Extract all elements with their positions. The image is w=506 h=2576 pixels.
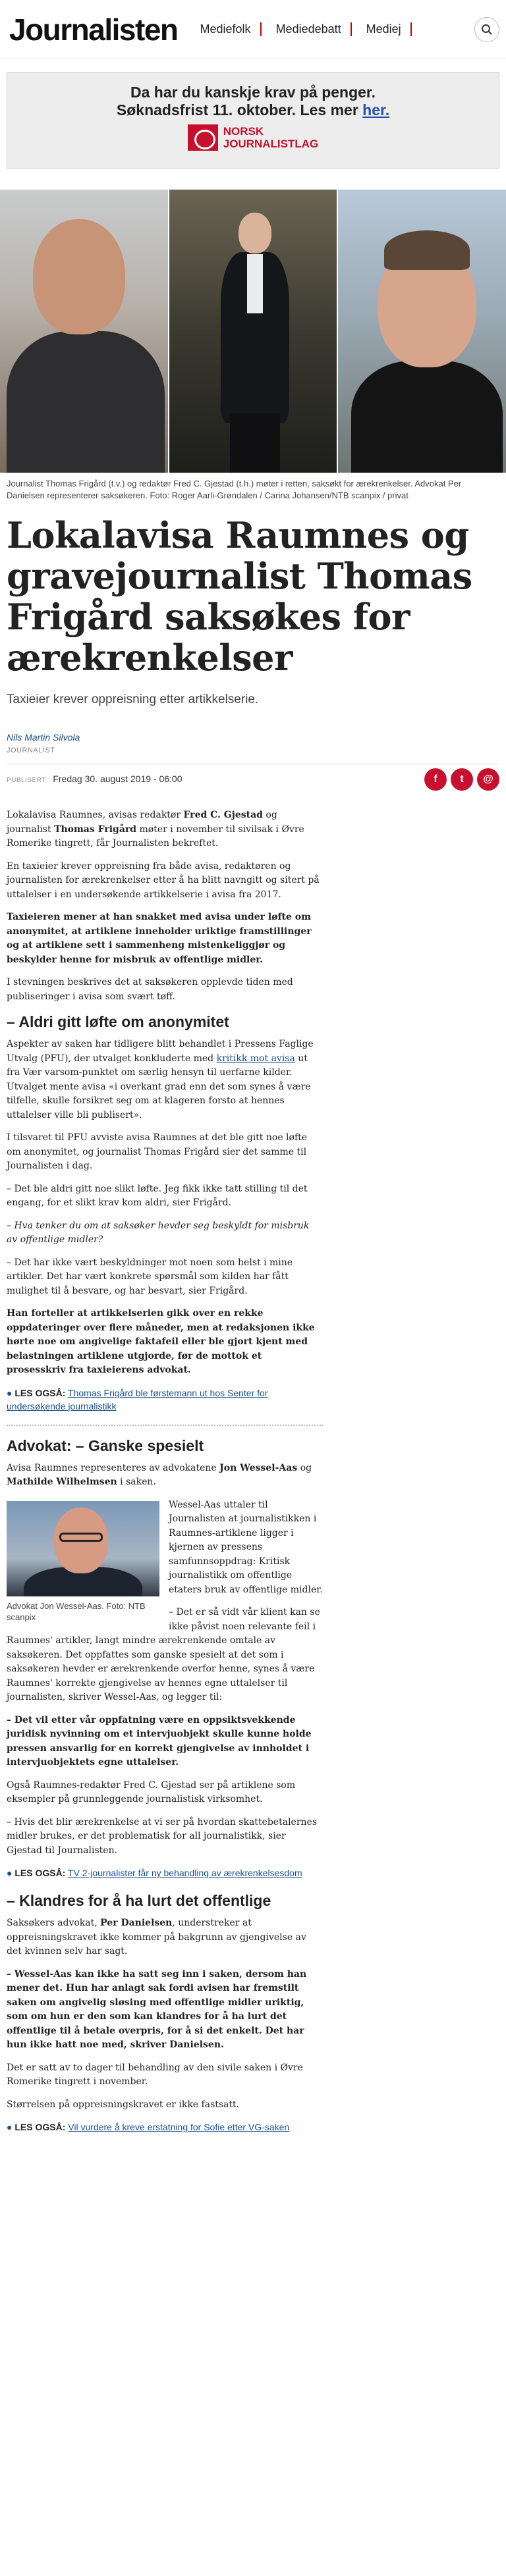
photo-fred-gjestad <box>169 190 337 473</box>
read-also: ● LES OGSÅ: TV 2-journalister får ny behandling av ærekrenkelsesdom <box>7 1868 302 1878</box>
site-logo[interactable]: Journalisten <box>9 12 178 47</box>
divider <box>7 1425 323 1426</box>
paragraph: – Det har ikke vært beskyldninger mot noen som helst i mine artikler. Det har vært konkrete spørsmål som kilden har fått mulighet til å besvare, og har besvart, sier Frigård. <box>7 1257 293 1296</box>
paragraph: Det er satt av to dager til behandling av den sivile saken i Øvre Romerike tingrett i november. <box>7 2062 303 2087</box>
njf-logo <box>188 124 319 151</box>
paragraph: – Det vil etter vår oppfatning være en oppsiktsvekkende juridisk nyvinning om et intervjuobjekt skulle kunne holde pressen ansvarlig for en korrekt gjengivelse av innholdet i intervjuobjektets egne uttalelser. <box>7 1714 312 1768</box>
paragraph: Også Raumnes-redaktør Fred C. Gjestad ser på artiklene som eksempler på grunnleggende journalistisk virksomhet. <box>7 1779 296 1804</box>
ad-subline <box>7 101 499 119</box>
read-also: ● LES OGSÅ: Thomas Frigård ble førstemann ut hos Senter for undersøkende journalistikk <box>7 1387 268 1411</box>
read-also-link[interactable]: TV 2-journalister får ny behandling av ærekrenkelsesdom <box>68 1868 302 1878</box>
paragraph: – Det ble aldri gitt noe slikt løfte. Jeg fikk ikke tatt stilling til det engang, for et slikt krav kom aldri, sier Frigård. <box>7 1183 308 1208</box>
published-date: Fredag 30. august 2019 - 06:00 <box>53 773 183 784</box>
site-header <box>0 0 506 59</box>
article-lede: Taxieier krever oppreisning etter artikkelserie. <box>7 693 259 706</box>
bullet-icon: ● <box>7 1868 15 1878</box>
njf-logo-line1: NORSK <box>223 125 264 138</box>
paragraph: – Hvis det blir ærekrenkelse at vi ser på hvordan skattebetalernes midler brukes, er det problematisk for all journalistikk, sier Gjestad til Journalisten. <box>7 1816 318 1856</box>
article-body <box>0 794 329 2134</box>
paragraph: Størrelsen på oppreisningskravet er ikke fastsatt. <box>7 2099 240 2110</box>
read-also-link[interactable]: Thomas Frigård ble førstemann ut hos Senter for undersøkende journalistikk <box>7 1387 268 1411</box>
paragraph: – Wessel-Aas kan ikke ha satt seg inn i saken, dersom han mener det. Hun har anlagt sak fordi avisen har fremstilt saken om angivelig sløsing med offentlige midler uriktig, som om hun er den som kan klandres for å ha lurt det offentlige til å betale overpris, for å si det enkelt. Det har hun ikke hatt noe med, skriver Danielsen. <box>7 1968 307 2050</box>
paragraph: Avisa Raumnes representeres av advokatene Jon Wessel-Aas og Mathilde Wilhelmsen i saken. <box>7 1462 312 1487</box>
paragraph: Taxieieren mener at han snakket med avisa under løfte om anonymitet, at artiklene inneholder uriktige framstillinger og at artiklene sett i sammenheng mistenkeliggjør og beskylder henne for misbruk av offentlige midler. <box>7 912 312 965</box>
subheading: – Klandres for å ha lurt det offentlige <box>7 1892 271 1909</box>
paragraph: Wessel-Aas uttaler til Journalisten at journalistikken i Raumnes-artiklene ligger i kjernen av pressens samfunnsoppdrag: Kritisk journalistikk om offentlige etaters bruk av offentlige midler. <box>169 1499 323 1595</box>
author-link[interactable]: Nils Martin Silvola <box>7 732 80 743</box>
paragraph: I stevningen beskrives det at saksøkeren opplevde tiden med publiseringer i avisa som svært tøff. <box>7 977 293 1002</box>
paragraph: En taxieier krever oppreisning fra både avisa, redaktøren og journalisten for ærekrenkelser etter å ha blitt navngitt og sitert på uttalelser i en undersøkende artikkelserie i avisa fra 2017. <box>7 860 320 900</box>
publish-row <box>7 764 499 794</box>
ad-link[interactable]: her. <box>362 101 390 118</box>
photo-thomas-frigard <box>0 190 168 473</box>
article-headline: Lokalavisa Raumnes og gravejournalist Thomas Frigård saksøkes for ærekrenkelser <box>7 514 472 679</box>
paragraph: I tilsvaret til PFU avviste avisa Raumnes at det ble gitt noe løfte om anonymitet, og journalist Thomas Frigård sier det samme til Journalisten i dag. <box>7 1132 308 1171</box>
ad-banner[interactable] <box>7 72 499 169</box>
inset-figure <box>7 1501 159 1623</box>
main-nav <box>200 22 464 36</box>
njf-logo-icon <box>188 124 218 151</box>
nav-item-mediefolk[interactable]: Mediefolk <box>200 22 262 36</box>
share-facebook-button[interactable]: f <box>424 768 447 791</box>
subheading: – Aldri gitt løfte om anonymitet <box>7 1013 229 1030</box>
inset-caption: Advokat Jon Wessel-Aas. Foto: NTB scanpix <box>7 1600 146 1622</box>
interview-question: – Hva tenker du om at saksøker hevder seg beskyldt for misbruk av offentlige midler? <box>7 1220 310 1245</box>
nav-item-mediej[interactable]: Mediej <box>366 22 412 36</box>
subheading: Advokat: – Ganske spesielt <box>7 1436 204 1454</box>
photo-jon-wessel-aas <box>7 1501 159 1596</box>
share-email-button[interactable]: @ <box>477 768 499 791</box>
pfu-link[interactable]: kritikk mot avisa <box>216 1053 295 1064</box>
byline <box>0 707 506 754</box>
share-buttons <box>424 768 499 791</box>
search-button[interactable] <box>474 17 499 42</box>
published-label: PUBLISERT <box>7 776 46 784</box>
ad-headline: Da har du kanskje krav på penger. <box>130 84 376 101</box>
njf-logo-line2: JOURNALISTLAG <box>223 138 319 150</box>
read-also-link[interactable]: Vil vurdere å kreve erstatning for Sofie etter VG-saken <box>68 2122 290 2132</box>
author-role: JOURNALIST <box>7 747 55 754</box>
bullet-icon: ● <box>7 1387 15 1398</box>
paragraph: Lokalavisa Raumnes, avisas redaktør Fred C. Gjestad og journalist Thomas Frigård møter i november til sivilsak i Øvre Romerike tingrett, får Journalisten bekreftet. <box>7 810 304 849</box>
nav-item-mediedebatt[interactable]: Mediedebatt <box>276 22 352 36</box>
photo-caption: Journalist Thomas Frigård (t.v.) og redaktør Fred C. Gjestad (t.h.) møter i retten, saksøkt for ærekrenkelser. Advokat Per Danielsen representerer saksøkeren. Foto: Roger Aarli-Grøndalen / Carina Johansen/NTB scanpix / privat <box>7 479 462 500</box>
paragraph: Han forteller at artikkelserien gikk over en rekke oppdateringer over flere måneder, men at redaksjonen ikke hørte noe om angivelige faktafeil eller ble gjort kjent med belastningen artiklene utgjorde, før de mottok et prosesskriv fra taxieierens advokat. <box>7 1308 315 1375</box>
share-twitter-button[interactable]: t <box>451 768 473 791</box>
ad-subline-text: Søknadsfrist 11. oktober. Les mer <box>116 101 363 118</box>
read-also: ● LES OGSÅ: Vil vurdere å kreve erstatning for Sofie etter VG-saken <box>7 2122 290 2132</box>
search-icon <box>481 24 493 36</box>
paragraph: Aspekter av saken har tidligere blitt behandlet i Pressens Faglige Utvalg (PFU), der utvalget konkluderte med kritikk mot avisa ut fra Vær varsom-punktet om særlig hensyn til uerfarne kilder. Utvalget mente avisa «i overkant grad enn det som synes å være tilfelle, skulle forsikret seg om at klageren forsto at hennes uttalelser ville bli publisert». <box>7 1039 314 1120</box>
photo-per-danielsen <box>338 190 506 473</box>
hero-photos <box>0 190 506 473</box>
bullet-icon: ● <box>7 2122 15 2132</box>
paragraph: Saksøkers advokat, Per Danielsen, understreker at oppreisningskravet ikke kommer på bakgrunn av gjengivelse av det kvinnen selv har sagt. <box>7 1918 306 1957</box>
paragraph: – Det er så vidt vår klient kan se ikke påvist noen relevante feil i Raumnes' artikler, langt mindre ærekrenkende omtale av saksøkeren. Det oppfattes som ganske spesielt at det som i saksøkeren hevder er ærekrenkende overfor henne, synes å være Raumnes' korrekte gjengivelse av hennes egne uttalelser til journalisten, skriver Wessel-Aas, og legger til: <box>7 1607 320 1702</box>
